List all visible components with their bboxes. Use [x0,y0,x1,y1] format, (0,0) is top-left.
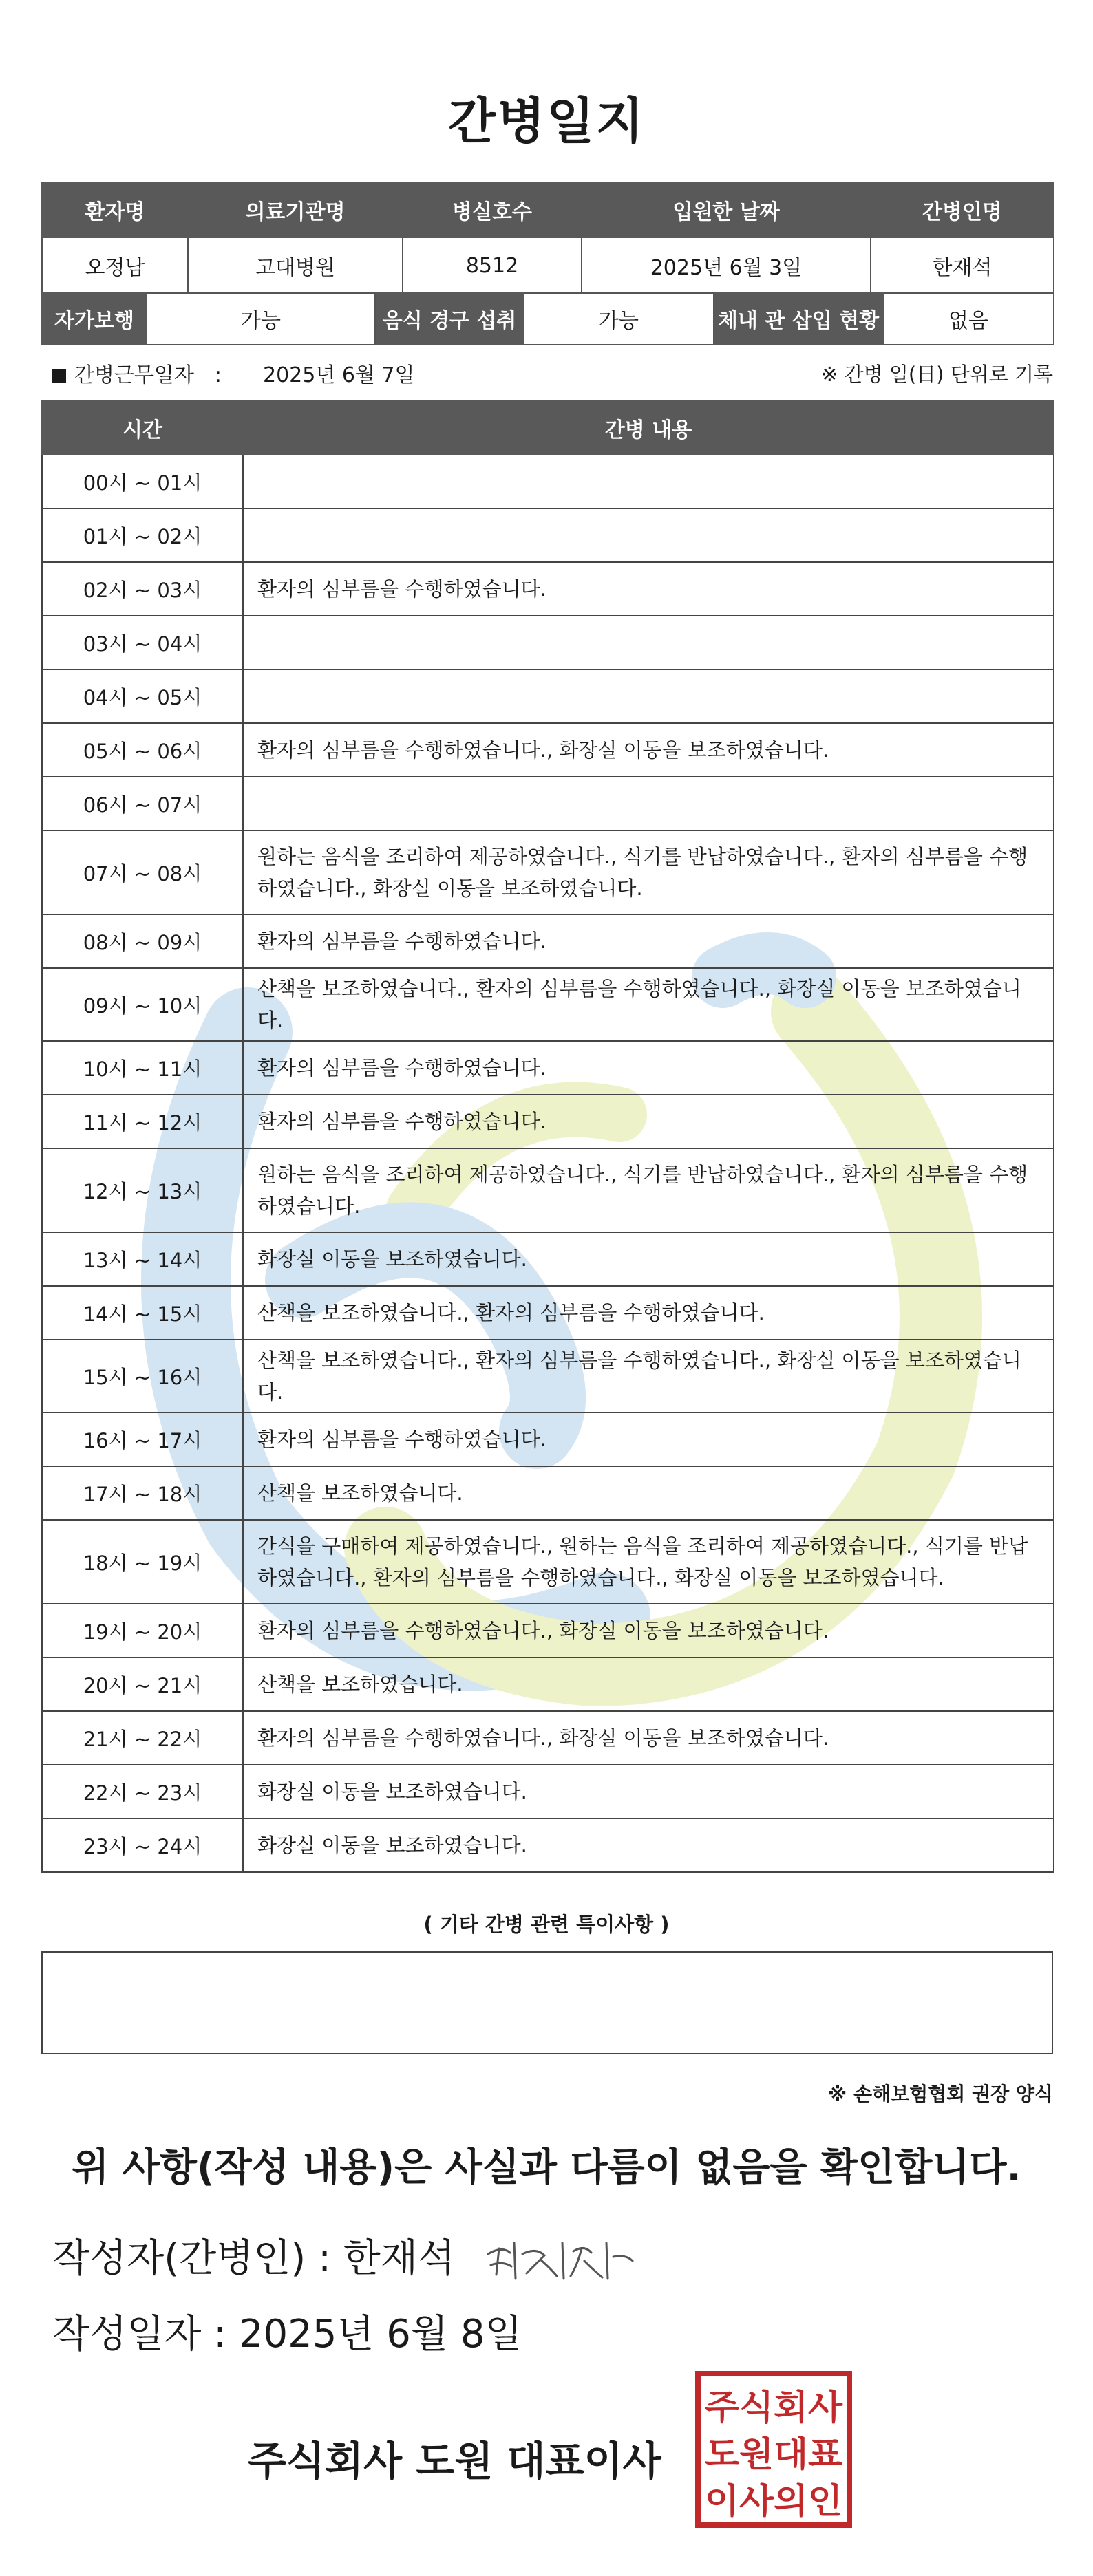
log-time: 20시 ~ 21시 [42,1657,243,1711]
header-room-number: 병실호수 [403,182,582,237]
table-row [42,1604,1054,1657]
log-content [243,669,1054,723]
log-time: 06시 ~ 07시 [42,777,243,830]
table-row [42,1095,1054,1148]
caregiver-name: 한재석 [871,237,1054,294]
company-name: 주식회사 도원 대표이사 [248,2438,661,2484]
table-row [42,1520,1054,1604]
special-notes-title: ( 기타 간병 관련 특이사항 ) [423,1913,670,1936]
log-content: 산책을 보조하였습니다., 환자의 심부름을 수행하였습니다., 화장실 이동을 보조하였습니다. [243,1340,1054,1413]
table-row [42,968,1054,1041]
company-seal-stamp [694,2370,853,2529]
log-time: 10시 ~ 11시 [42,1041,243,1095]
table-row [42,1232,1054,1286]
log-time: 11시 ~ 12시 [42,1095,243,1148]
written-date-label: 작성일자 : [52,2312,227,2357]
log-content: 원하는 음식을 조리하여 제공하였습니다., 식기를 반납하였습니다., 환자의 심부름을 수행하였습니다., 화장실 이동을 보조하였습니다. [243,830,1054,914]
writer-name: 한재석 [343,2236,456,2281]
log-content: 환자의 심부름을 수행하였습니다. [243,1095,1054,1148]
log-content: 환자의 심부름을 수행하였습니다. [243,1413,1054,1466]
log-content: 산책을 보조하였습니다. [243,1657,1054,1711]
log-time: 23시 ~ 24시 [42,1818,243,1872]
log-content: 산책을 보조하였습니다. [243,1466,1054,1520]
log-content: 환자의 심부름을 수행하였습니다., 화장실 이동을 보조하였습니다. [243,1711,1054,1765]
special-notes-box [41,1951,1053,2054]
log-content: 환자의 심부름을 수행하였습니다. [243,562,1054,616]
work-date-value: 2025년 6월 7일 [263,363,415,387]
table-row [42,1466,1054,1520]
log-time: 18시 ~ 19시 [42,1520,243,1604]
header-hospital-name: 의료기관명 [188,182,403,237]
square-bullet-icon [52,369,66,383]
log-time: 03시 ~ 04시 [42,616,243,669]
log-time: 17시 ~ 18시 [42,1466,243,1520]
page-title: 간병일지 [447,92,646,150]
table-row [42,1657,1054,1711]
log-time: 08시 ~ 09시 [42,914,243,968]
table-row [42,669,1054,723]
table-row [42,914,1054,968]
table-row [42,1413,1054,1466]
table-row [42,777,1054,830]
log-time: 02시 ~ 03시 [42,562,243,616]
table-row [42,616,1054,669]
log-time: 12시 ~ 13시 [42,1148,243,1232]
log-content [243,616,1054,669]
header-caregiver-name: 간병인명 [871,182,1054,237]
log-content: 환자의 심부름을 수행하였습니다. [243,914,1054,968]
log-content: 산책을 보조하였습니다., 환자의 심부름을 수행하였습니다. [243,1286,1054,1340]
confirmation-statement: 위 사항(작성 내용)은 사실과 다름이 없음을 확인합니다. [72,2145,1021,2190]
log-time: 22시 ~ 23시 [42,1765,243,1818]
log-content: 산책을 보조하였습니다., 환자의 심부름을 수행하였습니다., 화장실 이동을 보조하였습니다. [243,968,1054,1041]
table-row [42,830,1054,914]
tube-value: 없음 [883,292,1054,345]
log-content [243,455,1054,508]
log-content: 원하는 음식을 조리하여 제공하였습니다., 식기를 반납하였습니다., 환자의 심부름을 수행하였습니다. [243,1148,1054,1232]
log-time: 21시 ~ 22시 [42,1711,243,1765]
svg-text:주식회사: 주식회사 [705,2387,843,2427]
writer-label: 작성자(간병인) : [52,2236,331,2281]
writer-line [52,2228,639,2288]
log-time: 13시 ~ 14시 [42,1232,243,1286]
table-row [42,562,1054,616]
written-date-line [52,2304,522,2359]
table-row [42,1041,1054,1095]
form-source-note: ※ 손해보험협회 권장 양식 [828,2083,1053,2105]
log-time: 14시 ~ 15시 [42,1286,243,1340]
log-content [243,508,1054,562]
log-content: 환자의 심부름을 수행하였습니다., 화장실 이동을 보조하였습니다. [243,723,1054,777]
work-date-label: 간병근무일자 : [74,363,222,387]
log-time: 15시 ~ 16시 [42,1340,243,1413]
log-time: 16시 ~ 17시 [42,1413,243,1466]
handwritten-signature [481,2233,639,2288]
log-content: 화장실 이동을 보조하였습니다. [243,1232,1054,1286]
header-patient-name: 환자명 [42,182,188,237]
log-time: 19시 ~ 20시 [42,1604,243,1657]
table-row [42,1818,1054,1872]
log-content: 화장실 이동을 보조하였습니다. [243,1765,1054,1818]
patient-name: 오정남 [42,237,188,294]
header-admission-date: 입원한 날짜 [582,182,871,237]
log-time: 00시 ~ 01시 [42,455,243,508]
walking-label: 자가보행 [42,292,147,345]
table-row [42,723,1054,777]
care-log-table [41,400,1054,1873]
patient-status-table [41,292,1054,345]
svg-text:도원대표: 도원대표 [705,2434,843,2474]
admission-date: 2025년 6월 3일 [582,237,871,294]
table-row [42,1340,1054,1413]
log-time: 04시 ~ 05시 [42,669,243,723]
log-content: 환자의 심부름을 수행하였습니다., 화장실 이동을 보조하였습니다. [243,1604,1054,1657]
walking-value: 가능 [147,292,375,345]
log-content: 간식을 구매하여 제공하였습니다., 원하는 음식을 조리하여 제공하였습니다., 식기를 반납하였습니다., 환자의 심부름을 수행하였습니다., 화장실 이동을 보조하였습니다. [243,1520,1054,1604]
table-row [42,508,1054,562]
log-content: 화장실 이동을 보조하였습니다. [243,1818,1054,1872]
table-row [42,455,1054,508]
oral-intake-label: 음식 경구 섭취 [375,292,524,345]
room-number: 8512 [403,237,582,294]
table-row [42,1286,1054,1340]
log-time: 07시 ~ 08시 [42,830,243,914]
hospital-name: 고대병원 [188,237,403,294]
log-header-content: 간병 내용 [243,401,1054,455]
oral-intake-value: 가능 [524,292,714,345]
table-row [42,1765,1054,1818]
log-time: 01시 ~ 02시 [42,508,243,562]
table-row [42,1148,1054,1232]
work-date-note: ※ 간병 일(日) 단위로 기록 [821,363,1053,386]
patient-info-table [41,182,1054,294]
tube-label: 체내 관 삽입 현황 [714,292,883,345]
work-date-line [52,358,415,388]
table-row [42,1711,1054,1765]
log-header-time: 시간 [42,401,243,455]
svg-text:이사의인: 이사의인 [705,2481,842,2521]
log-content [243,777,1054,830]
log-time: 09시 ~ 10시 [42,968,243,1041]
log-time: 05시 ~ 06시 [42,723,243,777]
written-date: 2025년 6월 8일 [238,2312,522,2357]
log-content: 환자의 심부름을 수행하였습니다. [243,1041,1054,1095]
